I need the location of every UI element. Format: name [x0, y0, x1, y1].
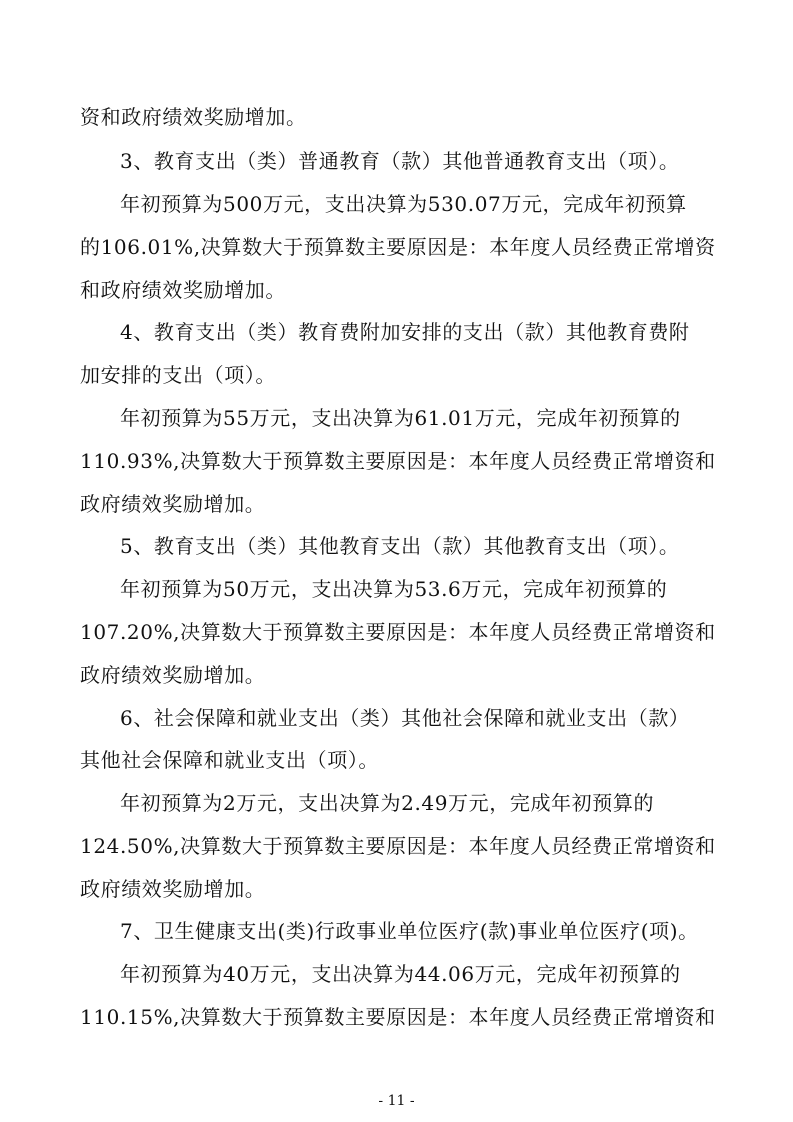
paragraph-line: 政府绩效奖励增加。	[80, 877, 266, 901]
page-number: - 11 -	[378, 1093, 415, 1109]
paragraph-line: 政府绩效奖励增加。	[80, 492, 266, 516]
paragraph-line: 年初预算为50万元，支出决算为53.6万元，完成年初预算的	[120, 577, 668, 601]
paragraph-line: 政府绩效奖励增加。	[80, 663, 266, 687]
paragraph-line: 年初预算为2万元，支出决算为2.49万元，完成年初预算的	[120, 791, 655, 815]
paragraph-line: 年初预算为40万元，支出决算为44.06万元，完成年初预算的	[120, 962, 681, 986]
paragraph-line: 的106.01%,决算数大于预算数主要原因是：本年度人员经费正常增资	[80, 235, 716, 259]
paragraph-line: 110.15%,决算数大于预算数主要原因是：本年度人员经费正常增资和	[80, 1005, 716, 1029]
paragraph-line: 110.93%,决算数大于预算数主要原因是：本年度人员经费正常增资和	[80, 449, 716, 473]
section-heading-7: 7、卫生健康支出(类)行政事业单位医疗(款)事业单位医疗(项)。	[120, 919, 699, 943]
section-heading-5: 5、教育支出（类）其他教育支出（款）其他教育支出（项）。	[120, 534, 680, 558]
paragraph-line: 资和政府绩效奖励增加。	[80, 105, 307, 129]
section-heading-6: 6、社会保障和就业支出（类）其他社会保障和就业支出（款）	[120, 706, 690, 730]
paragraph-line: 年初预算为500万元，支出决算为530.07万元，完成年初预算	[120, 192, 687, 216]
paragraph-line: 其他社会保障和就业支出（项）。	[80, 748, 379, 772]
paragraph-line: 年初预算为55万元，支出决算为61.01万元，完成年初预算的	[120, 406, 681, 430]
paragraph-line: 加安排的支出（项）。	[80, 363, 276, 387]
section-heading-3: 3、教育支出（类）普通教育（款）其他普通教育支出（项）。	[120, 149, 680, 173]
paragraph-line: 和政府绩效奖励增加。	[80, 278, 286, 302]
section-heading-4: 4、教育支出（类）教育费附加安排的支出（款）其他教育费附	[120, 320, 690, 344]
paragraph-line: 124.50%,决算数大于预算数主要原因是：本年度人员经费正常增资和	[80, 834, 716, 858]
paragraph-line: 107.20%,决算数大于预算数主要原因是：本年度人员经费正常增资和	[80, 620, 716, 644]
